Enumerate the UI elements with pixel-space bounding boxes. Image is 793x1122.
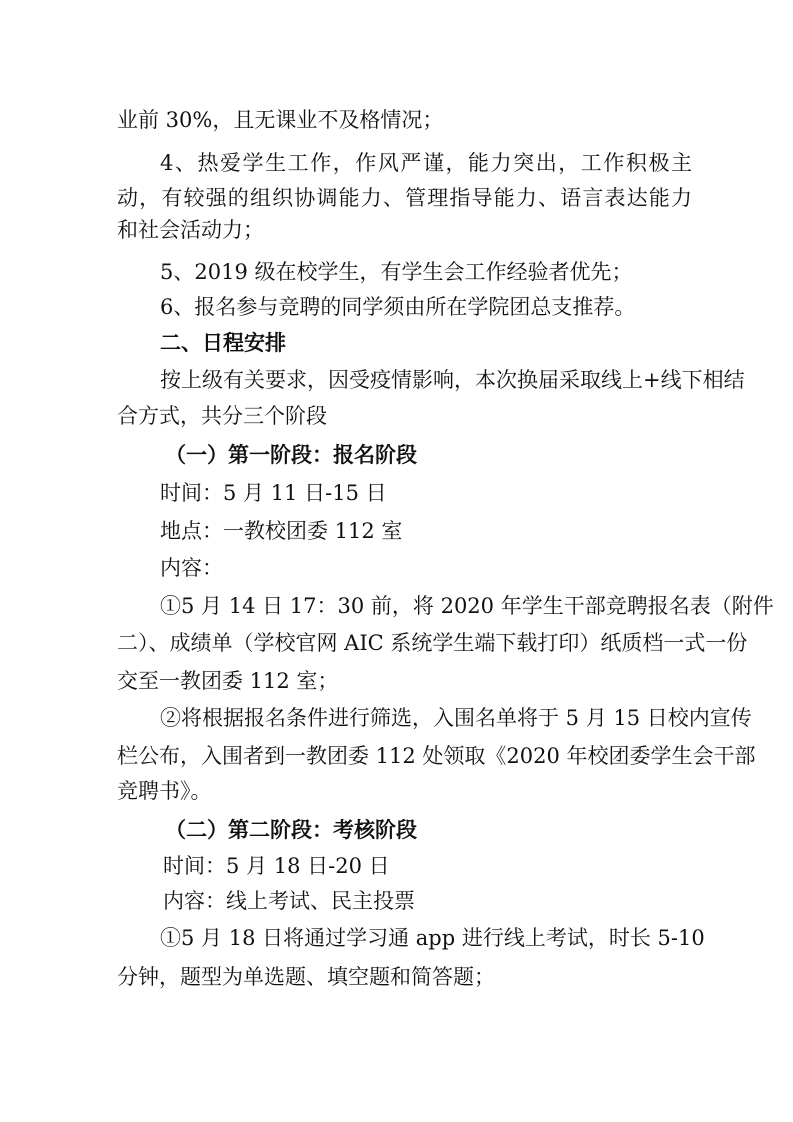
text-line-4: 和社会活动力；: [117, 218, 264, 242]
text-line-stage1-place: 地点：一教校团委 112 室: [160, 519, 403, 543]
text-line-2: 4、热爱学生工作，作风严谨，能力突出，工作积极主: [160, 151, 692, 175]
text-line-stage1-content-label: 内容：: [160, 556, 223, 580]
text-line-17: ②将根据报名条件进行筛选，入围名单将于 5 月 15 日校内宣传: [160, 706, 752, 730]
text-line-18: 栏公布，入围者到一教团委 112 处领取《2020 年校团委学生会干部: [117, 744, 756, 768]
text-line-9: 合方式，共分三个阶段: [117, 404, 327, 428]
text-line-15: 二）、成绩单（学校官网 AIC 系统学生端下载打印）纸质档一式一份: [117, 631, 748, 655]
text-line-23: ①5 月 18 日将通过学习通 app 进行线上考试，时长 5-10: [160, 926, 705, 950]
text-line-16: 交至一教团委 112 室；: [117, 669, 339, 693]
text-line-stage2-time: 时间：5 月 18 日-20 日: [163, 854, 390, 878]
text-line-stage1-time: 时间：5 月 11 日-15 日: [160, 481, 387, 505]
text-line-stage2-content: 内容：线上考试、民主投票: [163, 889, 415, 913]
text-line-8: 按上级有关要求，因受疫情影响，本次换届采取线上+线下相结: [160, 368, 745, 392]
text-line-6: 6、报名参与竞聘的同学须由所在学院团总支推荐。: [160, 295, 636, 319]
text-line-1: 业前 30%，且无课业不及格情况；: [117, 108, 444, 132]
text-line-19: 竞聘书》。: [117, 779, 212, 803]
text-line-5: 5、2019 级在校学生，有学生会工作经验者优先；: [160, 260, 633, 284]
section-heading-schedule: 二、日程安排: [160, 331, 286, 355]
subheading-stage-2: （二）第二阶段：考核阶段: [165, 818, 417, 842]
text-line-3: 动，有较强的组织协调能力、管理指导能力、语言表达能力: [117, 186, 692, 210]
subheading-stage-1: （一）第一阶段：报名阶段: [165, 443, 417, 467]
text-line-24: 分钟，题型为单选题、填空题和简答题；: [117, 965, 495, 989]
text-line-14: ①5 月 14 日 17：30 前，将 2020 年学生干部竞聘报名表（附件: [160, 594, 774, 618]
